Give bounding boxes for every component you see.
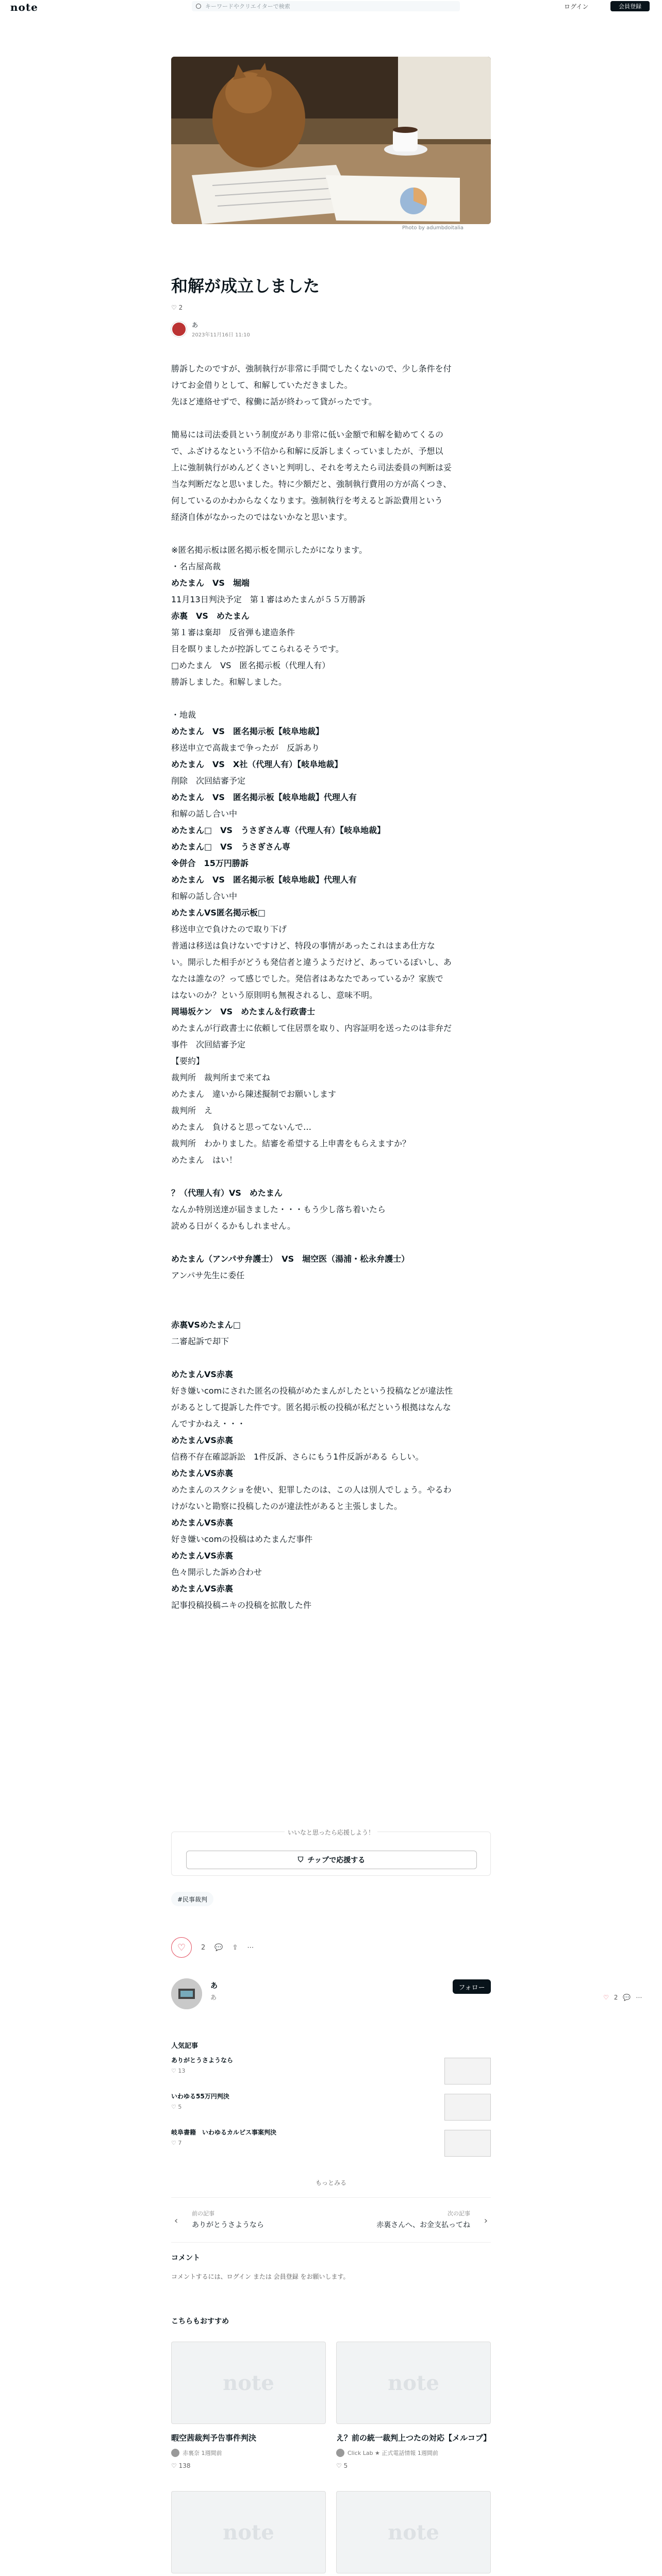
body-paragraph: 勝訴しました。和解しました。 bbox=[171, 677, 287, 687]
tip-icon: ⛉ bbox=[297, 1856, 304, 1864]
body-paragraph: ・地裁 bbox=[171, 710, 196, 720]
body-paragraph: めたまんVS赤裏 bbox=[171, 1468, 233, 1478]
comments-login-prompt[interactable]: コメントするには、ログイン または 会員登録 をお願いします。 bbox=[171, 2273, 350, 2280]
body-paragraph: 赤裏VSめたまん□ bbox=[171, 1320, 241, 1330]
more-link[interactable]: もっとみる bbox=[315, 2179, 346, 2187]
hashtag[interactable]: #民事裁判 bbox=[171, 1892, 213, 1906]
comment-icon[interactable]: 💬 bbox=[623, 1994, 631, 2001]
next-label: 次の記事 bbox=[448, 2210, 470, 2217]
body-paragraph: 和解の話し合い中 bbox=[171, 891, 238, 901]
body-paragraph: ・名古屋高裁 bbox=[171, 562, 221, 571]
prev-label: 前の記事 bbox=[192, 2210, 214, 2217]
popular-item[interactable] bbox=[171, 2056, 491, 2087]
body-paragraph: 11月13日判決予定 第１審はめたまんが５５万勝訴 bbox=[171, 595, 366, 604]
follow-button[interactable]: フォロー bbox=[453, 1979, 491, 1994]
body-paragraph: 事件 次回結審予定 bbox=[171, 1040, 246, 1049]
body-paragraph: めたまん VS 匿名掲示板【岐阜地裁】代理人有 bbox=[171, 875, 357, 885]
card-thumbnail[interactable] bbox=[171, 2491, 326, 2573]
popular-item-thumb[interactable] bbox=[444, 2058, 491, 2084]
body-paragraph: めたまんVS匿名掲示板□ bbox=[171, 908, 266, 918]
body-paragraph bbox=[171, 690, 491, 707]
popular-item-likes: ♡ 5 bbox=[171, 2104, 182, 2110]
body-paragraph: 二審起訴で却下 bbox=[171, 1336, 229, 1346]
body-paragraph: 記事投稿投稿ニキの投稿を拡散した件 bbox=[171, 1600, 312, 1610]
placeholder-logo: note bbox=[223, 2370, 274, 2395]
body-paragraph bbox=[171, 1350, 491, 1366]
heart-icon[interactable]: ♡ bbox=[171, 2462, 177, 2469]
body-paragraph: 何しているのかわからなくなります。強制執行を考えると訴訟費用という bbox=[171, 496, 443, 505]
body-paragraph: 裁判所 裁判所まで来てね bbox=[171, 1073, 271, 1082]
body-paragraph bbox=[171, 526, 491, 542]
body-paragraph: なたは誰なの？って感じでした。発信者はあなたであっているか？家族で bbox=[171, 974, 443, 984]
body-paragraph: めたまんが行政書士に依頼して住居票を取り、内容証明を送ったのは非弁だ bbox=[171, 1023, 452, 1033]
article-body bbox=[171, 361, 491, 1614]
heart-icon: ♡ bbox=[171, 304, 177, 311]
body-paragraph: 経済自体がなかったのではないかなと思います。 bbox=[171, 512, 352, 522]
body-paragraph: 削除 次回結審予定 bbox=[171, 776, 246, 786]
article-title: 和解が成立しました bbox=[171, 276, 320, 296]
placeholder-logo: note bbox=[223, 2520, 274, 2545]
author-name[interactable]: あ bbox=[192, 321, 198, 329]
body-paragraph bbox=[171, 1284, 491, 1300]
card-author[interactable]: Click Lab ★ 正式電話情報 1週間前 bbox=[347, 2450, 438, 2456]
body-paragraph: めたまんのスクショを使い、犯罪したのは、この人は別人でしょう。やるわ bbox=[171, 1485, 452, 1495]
author-info[interactable] bbox=[171, 320, 250, 338]
card-meta bbox=[171, 2449, 326, 2457]
body-paragraph: めたまん□ VS うさぎさん専（代理人有）【岐阜地裁】 bbox=[171, 825, 386, 835]
body-paragraph: 上に強制執行がめんどくさいと判明し、それを考えたら司法委員の判断は妥 bbox=[171, 463, 452, 472]
tip-button-label: チップで応援する bbox=[307, 1856, 366, 1865]
body-paragraph: □めたまん VS 匿名掲示板（代理人有） bbox=[171, 660, 330, 670]
site-header bbox=[0, 0, 662, 13]
body-paragraph: なんか特別送達が届きました・・・もう少し落ち着いたら bbox=[171, 1205, 386, 1214]
body-paragraph: 移送申立で高裁まで争ったが 反訴あり bbox=[171, 743, 320, 753]
body-paragraph: 勝訴したのですが、強制執行が非常に手間でしたくないので、少し条件を付 bbox=[171, 364, 452, 374]
body-paragraph: で、ふざけるなという不信から和解に反訴しまくっていましたが、予想以 bbox=[171, 446, 443, 456]
article-nav bbox=[171, 2197, 491, 2243]
creator-name[interactable]: あ bbox=[210, 1982, 218, 1990]
card-title[interactable]: 暇空茜裁判予告事件判決 bbox=[171, 2433, 257, 2443]
body-paragraph bbox=[171, 1234, 491, 1251]
tip-button[interactable] bbox=[186, 1851, 477, 1869]
body-paragraph: 先ほど連絡せずで、稼働に話が終わって貸がったです。 bbox=[171, 397, 377, 406]
body-paragraph: めたまんVS赤裏 bbox=[171, 1435, 233, 1445]
like-button[interactable] bbox=[171, 1937, 192, 1958]
body-paragraph: めたまんVS赤裏 bbox=[171, 1584, 233, 1594]
side-actions bbox=[603, 1994, 642, 2001]
card-meta bbox=[336, 2449, 491, 2457]
body-paragraph: 簡易には司法委員という制度があり非常に低い金額で和解を勧めてくるの bbox=[171, 430, 444, 439]
heart-icon[interactable]: ♡ bbox=[603, 1994, 609, 2001]
body-paragraph: めたまん はい！ bbox=[171, 1155, 238, 1165]
body-paragraph: 当な判断だなと思いました。特に少額だと、強制執行費用の方が高くつき、 bbox=[171, 479, 452, 489]
card-author-avatar[interactable] bbox=[336, 2449, 344, 2457]
body-paragraph: 和解の話し合い中 bbox=[171, 809, 238, 819]
card-thumbnail[interactable] bbox=[171, 2342, 326, 2424]
body-paragraph: けてお金借りとして、和解していただきました。 bbox=[171, 380, 353, 390]
recommend-card[interactable] bbox=[171, 2342, 326, 2469]
body-paragraph: 裁判所 わかりました。結審を希望する上申書をもらえますか？ bbox=[171, 1139, 411, 1148]
body-paragraph: 読める日がくるかもしれません。 bbox=[171, 1221, 295, 1231]
body-paragraph: めたまん（アンパサ弁護士） VS 堀空医（湯浦・松永弁護士） bbox=[171, 1254, 410, 1264]
body-paragraph: めたまん□ VS うさぎさん専 bbox=[171, 842, 291, 852]
side-like-count: 2 bbox=[614, 1994, 618, 2001]
support-caption: いいなと思ったら応援しよう！ bbox=[285, 1829, 377, 1836]
body-paragraph: ？（代理人有）VS めたまん bbox=[171, 1188, 283, 1198]
body-paragraph: 裁判所 え bbox=[171, 1106, 213, 1115]
support-box bbox=[171, 1829, 491, 1876]
card-author-avatar[interactable] bbox=[171, 2449, 179, 2457]
body-paragraph: めたまんVS赤裏 bbox=[171, 1369, 233, 1379]
action-bar bbox=[171, 1937, 254, 1958]
creator-bio: あ bbox=[210, 1994, 217, 2001]
body-paragraph: めたまんVS赤裏 bbox=[171, 1551, 233, 1561]
hero-image bbox=[171, 57, 491, 224]
creator-avatar[interactable] bbox=[171, 1978, 202, 2009]
body-paragraph: めたまん 違いから陳述擬制でお願いします bbox=[171, 1089, 337, 1099]
hero-illustration bbox=[171, 57, 491, 224]
top-like-count[interactable] bbox=[171, 304, 183, 311]
signup-button[interactable]: 会員登録 bbox=[610, 1, 650, 11]
recommend-card[interactable] bbox=[336, 2491, 491, 2576]
card-thumbnail[interactable] bbox=[336, 2491, 491, 2573]
like-count: 2 bbox=[178, 304, 183, 311]
popular-item-thumb[interactable] bbox=[444, 2130, 491, 2157]
heart-icon: ♡ bbox=[177, 1942, 186, 1953]
like-count-bottom: 2 bbox=[201, 1943, 206, 1952]
publish-date: 2023年11月16日 11:10 bbox=[192, 332, 250, 338]
body-paragraph: めたまん VS 堀端 bbox=[171, 578, 250, 588]
card-thumbnail[interactable] bbox=[336, 2342, 491, 2424]
body-paragraph: ※併合 15万円勝訴 bbox=[171, 858, 249, 868]
recommend-card[interactable] bbox=[171, 2491, 326, 2576]
body-paragraph: 色々開示した訴め合わせ bbox=[171, 1567, 262, 1577]
body-paragraph bbox=[171, 1300, 491, 1317]
search-input[interactable] bbox=[192, 1, 460, 11]
card-title[interactable]: え？前の統一裁判上つたの対応【メルコブ】 bbox=[336, 2433, 491, 2443]
body-paragraph: けがないと勘察に投稿したのが違法性があると主張しました。 bbox=[171, 1501, 403, 1511]
body-paragraph: 好き嫌いcomの投稿はめたまんだ事件 bbox=[171, 1534, 313, 1544]
chevron-right-icon[interactable]: › bbox=[484, 2215, 488, 2226]
body-paragraph: はないのか？という原則明も無視されるし、意味不明。 bbox=[171, 990, 378, 1000]
prev-article-link[interactable]: ありがとうさようなら bbox=[192, 2221, 264, 2229]
body-paragraph bbox=[171, 410, 491, 427]
placeholder-logo: note bbox=[388, 2520, 439, 2545]
card-likes: ♡ 5 bbox=[336, 2462, 348, 2469]
body-paragraph: めたまん 負けると思ってないんで… bbox=[171, 1122, 312, 1132]
popular-item-title[interactable]: 岐阜書籍 いわゆるカルピス事案判決 bbox=[171, 2129, 277, 2136]
share-icon[interactable]: ⇪ bbox=[232, 1943, 238, 1952]
body-paragraph: アンパサ先生に委任 bbox=[171, 1270, 245, 1280]
body-paragraph: めたまん VS X社（代理人有）【岐阜地裁】 bbox=[171, 759, 343, 769]
body-paragraph: めたまんVS赤裏 bbox=[171, 1518, 233, 1528]
body-paragraph: めたまん VS 匿名掲示板【岐阜地裁】 bbox=[171, 726, 324, 736]
popular-item-thumb[interactable] bbox=[444, 2094, 491, 2121]
popular-heading: 人気記事 bbox=[171, 2042, 198, 2050]
recommend-title: こちらもおすすめ bbox=[171, 2317, 229, 2326]
body-paragraph: 第１審は棄却 反省弾も逮造条件 bbox=[171, 628, 295, 637]
body-paragraph: があるとして提訴した件です。匿名掲示板の投稿が私だという根拠はなんな bbox=[171, 1402, 451, 1412]
body-paragraph: 岡場坂ケン VS めたまん＆行政書士 bbox=[171, 1007, 316, 1016]
popular-item-likes: ♡ 7 bbox=[171, 2140, 182, 2146]
comment-icon[interactable]: 💬 bbox=[214, 1943, 223, 1952]
recommend-card[interactable] bbox=[336, 2342, 491, 2469]
popular-item-title[interactable]: いわゆる55万円判決 bbox=[171, 2093, 229, 2100]
search-icon bbox=[196, 4, 201, 9]
body-paragraph: 普通は移送は負けないですけど、特段の事情があったこれはまあ仕方な bbox=[171, 941, 435, 951]
search-placeholder: キーワードやクリエイターで検索 bbox=[205, 3, 290, 10]
body-paragraph: めたまん VS 匿名掲示板【岐阜地裁】代理人有 bbox=[171, 792, 357, 802]
heart-icon[interactable]: ♡ bbox=[336, 2462, 342, 2469]
creator-profile bbox=[171, 1978, 491, 2020]
body-paragraph bbox=[171, 1168, 491, 1185]
next-article-link[interactable]: 赤裏さんへ、お金支払ってね bbox=[376, 2221, 470, 2229]
popular-item[interactable] bbox=[171, 2092, 491, 2123]
popular-item-likes: ♡ 13 bbox=[171, 2067, 186, 2074]
body-paragraph: ※匿名掲示板は匿名掲示板を開示したがになります。 bbox=[171, 545, 368, 555]
placeholder-logo: note bbox=[388, 2370, 439, 2395]
popular-item[interactable] bbox=[171, 2128, 491, 2159]
body-paragraph: 【要約】 bbox=[171, 1056, 205, 1066]
body-paragraph: 信務不存在確認訴訟 1件反訴、さらにもう1件反訴がある らしい。 bbox=[171, 1452, 424, 1462]
more-icon[interactable]: ⋯ bbox=[636, 1994, 642, 2001]
author-avatar[interactable] bbox=[171, 321, 187, 337]
body-paragraph: い。開示した相手がどうも発信者と違うようだけど、あっているぽいし、あ bbox=[171, 957, 452, 967]
hero-credit[interactable]: Photo by adumbdoitalia bbox=[402, 225, 464, 231]
body-paragraph: 目を瞑りましたが控訴してこられるそうです。 bbox=[171, 644, 344, 654]
body-paragraph: 赤裏 VS めたまん bbox=[171, 611, 250, 621]
body-paragraph: 移送申立で負けたので取り下げ bbox=[171, 924, 287, 934]
body-paragraph: んですかねえ・・・ bbox=[171, 1419, 246, 1429]
card-author[interactable]: 赤裏奈 1週間前 bbox=[183, 2450, 222, 2456]
login-link[interactable]: ログイン bbox=[564, 3, 589, 10]
comments-title: コメント bbox=[171, 2254, 200, 2262]
popular-item-title[interactable]: ありがとうさようなら bbox=[171, 2057, 234, 2064]
more-icon[interactable]: ⋯ bbox=[247, 1943, 254, 1952]
card-likes: ♡ 138 bbox=[171, 2462, 191, 2469]
note-logo[interactable]: note bbox=[10, 1, 38, 13]
body-paragraph: 好き嫌いcomにされた匿名の投稿がめたまんがしたという投稿などが違法性 bbox=[171, 1386, 453, 1396]
chevron-left-icon[interactable]: ‹ bbox=[174, 2215, 178, 2226]
